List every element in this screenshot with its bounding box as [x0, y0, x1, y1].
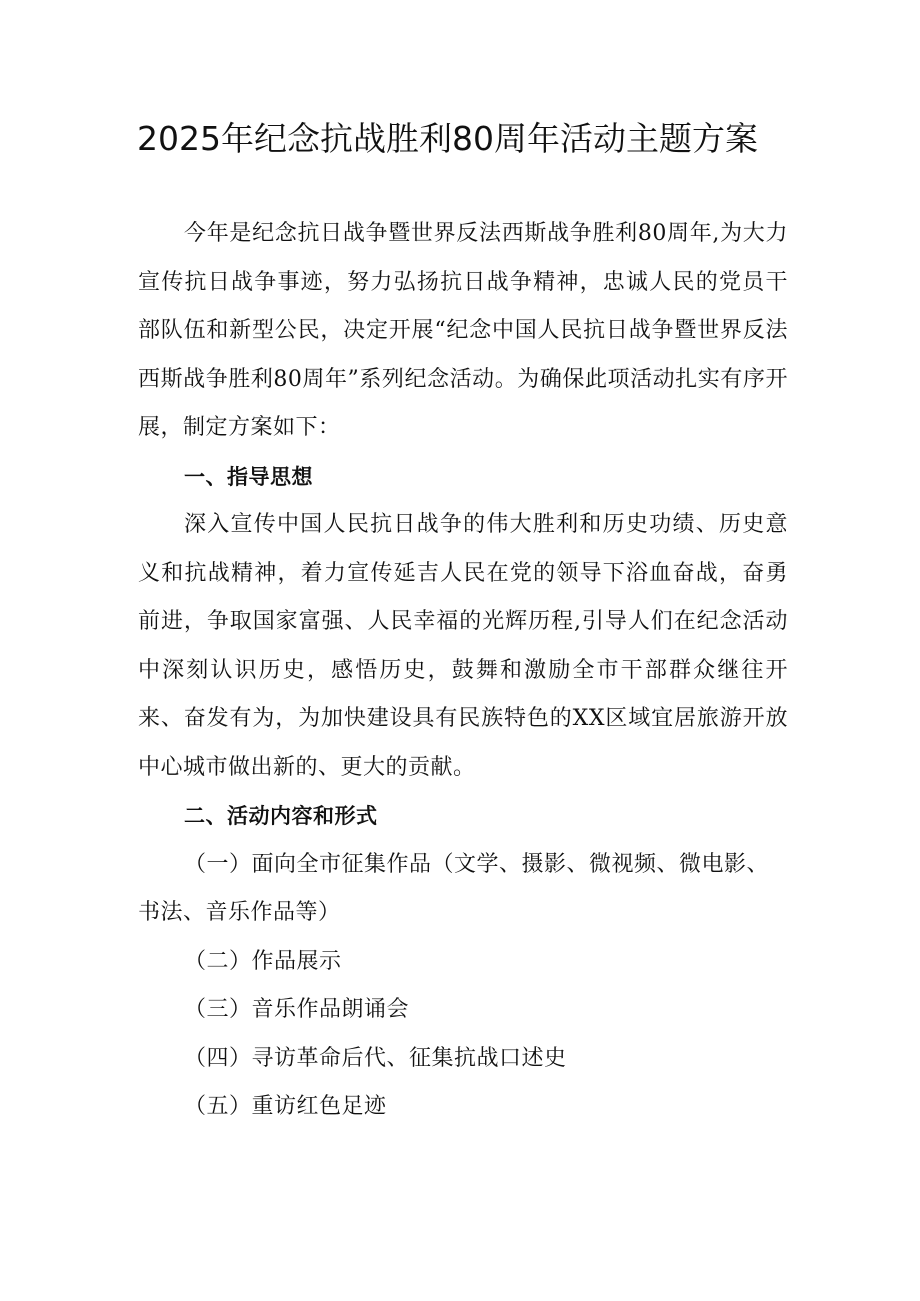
activity-item-3: （三）音乐作品朗诵会 [184, 997, 410, 1022]
section-heading-guiding-ideology: 一、指导思想 [184, 464, 313, 489]
activity-item-4: （四）寻访革命后代、征集抗战口述史 [184, 1045, 567, 1071]
intro-paragraph: 今年是纪念抗日战争暨世界反法西斯战争胜利80周年,为大力宣传抗日战争事迹，努力弘扬抗日战争精神，忠诚人民的党员干部队伍和新型公民，决定开展“纪念中国人民抗日战争暨世界反法西斯战争胜利80周年”系列纪念活动。为确保此项活动扎实有序开展，制定方案如下： [138, 221, 788, 440]
section-heading-activity-content: 二、活动内容和形式 [184, 804, 378, 828]
activity-item-5: （五）重访红色足迹 [184, 1094, 387, 1119]
document-title: 2025年纪念抗战胜利80周年活动主题方案 [137, 119, 758, 158]
document-body [138, 210, 788, 1132]
activity-item-2: （二）作品展示 [184, 948, 342, 974]
guiding-ideology-paragraph: 深入宣传中国人民抗日战争的伟大胜利和历史功绩、历史意义和抗战精神，着力宣传延吉人民在党的领导下浴血奋战，奋勇前进，争取国家富强、人民幸福的光辉历程,引导人们在纪念活动中深刻认识历史，感悟历史，鼓舞和激励全市干部群众继往开来、奋发有为，为加快建设具有民族特色的XX区域宜居旅游开放中心城市做出新的、更大的贡献。 [138, 512, 788, 780]
activity-item-1: （一）面向全市征集作品（文学、摄影、微视频、微电影、书法、音乐作品等） [138, 851, 770, 925]
